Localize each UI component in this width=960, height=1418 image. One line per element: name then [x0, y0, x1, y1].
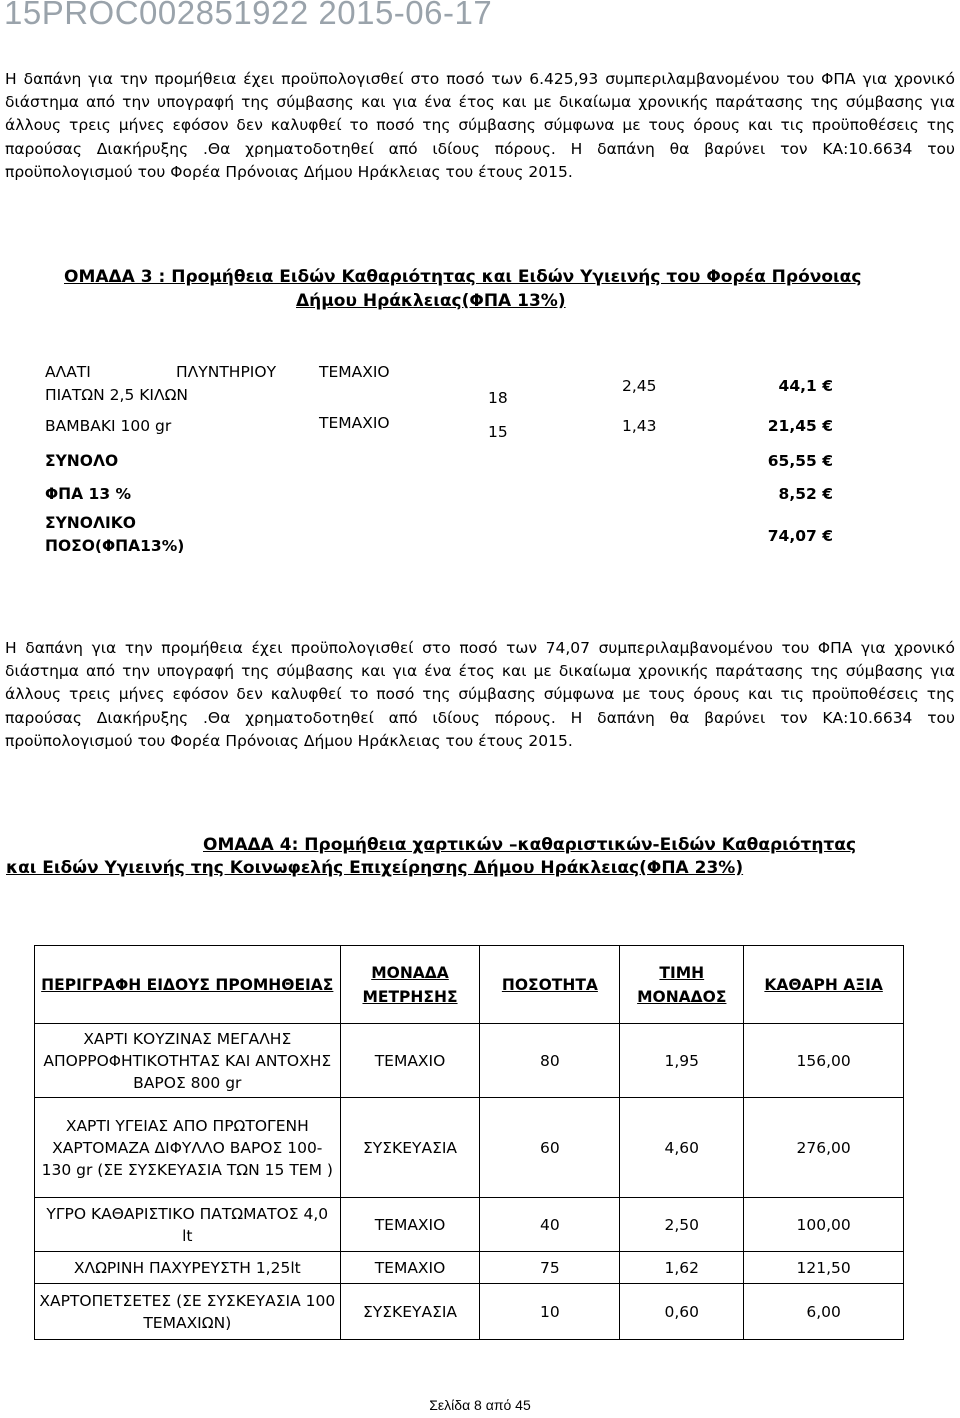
row-quantity: 60 — [480, 1098, 620, 1198]
row-unit-price: 1,62 — [620, 1252, 744, 1284]
row-description: ΧΑΡΤΙ ΥΓΕΙΑΣ ΑΠΟ ΠΡΩΤΟΓΕΝΗ ΧΑΡΤΟΜΑΖΑ ΔΙΦΥΛΛΟ ΒΑΡΟΣ 100-130 gr (ΣΕ ΣΥΣΚΕΥΑΣΙΑ ΤΩΝ 15 ΤΕΜ ) — [35, 1098, 341, 1198]
row-quantity: 40 — [480, 1198, 620, 1252]
group4-title-line1: ΟΜΑΔΑ 4: Προμήθεια χαρτικών –καθαριστικών-Ειδών Καθαριότητας — [203, 835, 857, 855]
g3-row2-unit: ΤΕΜΑΧΙΟ — [319, 414, 390, 432]
group3-title-line2: Δήμου Ηράκλειας(ΦΠΑ 13%) — [296, 291, 566, 311]
g3-row1-desc-b: ΠΛΥΝΤΗΡΙΟΥ — [176, 363, 277, 381]
header-net-value: ΚΑΘΑΡΗ ΑΞΙΑ — [744, 946, 904, 1024]
row-unit-price: 1,95 — [620, 1024, 744, 1098]
table-header-row — [35, 946, 904, 1024]
header-description: ΠΕΡΙΓΡΑΦΗ ΕΙΔΟΥΣ ΠΡΟΜΗΘΕΙΑΣ — [35, 946, 341, 1024]
table-row — [35, 1098, 904, 1198]
row-unit: ΤΕΜΑΧΙΟ — [340, 1252, 480, 1284]
table-row — [35, 1252, 904, 1284]
group3-title-line1: ΟΜΑΔΑ 3 : Προμήθεια Ειδών Καθαριότητας και Ειδών Υγιεινής του Φορέα Πρόνοιας — [64, 267, 862, 287]
row-quantity: 75 — [480, 1252, 620, 1284]
g3-row1-qty: 18 — [488, 389, 508, 407]
page-number-footer: Σελίδα 8 από 45 — [429, 1397, 531, 1413]
row-description: ΧΑΡΤΟΠΕΤΣΕΤΕΣ (ΣΕ ΣΥΣΚΕΥΑΣΙΑ 100 ΤΕΜΑΧΙΩΝ) — [35, 1284, 341, 1340]
header-unit-price: ΤΙΜΗ ΜΟΝΑΔΟΣ — [620, 946, 744, 1024]
g3-row2-desc: ΒΑΜΒΑΚΙ 100 gr — [45, 417, 172, 435]
header-quantity: ΠΟΣΟΤΗΤΑ — [480, 946, 620, 1024]
row-unit: ΣΥΣΚΕΥΑΣΙΑ — [340, 1098, 480, 1198]
g3-vat-label: ΦΠΑ 13 % — [45, 485, 132, 503]
row-unit-price: 0,60 — [620, 1284, 744, 1340]
document-reference-header: 15PROC002851922 2015-06-17 — [4, 0, 493, 31]
row-quantity: 80 — [480, 1024, 620, 1098]
g3-row2-qty: 15 — [488, 423, 508, 441]
group4-table — [34, 945, 904, 1340]
g3-grand-value: 74,07 € — [767, 527, 833, 545]
g3-vat-value: 8,52 € — [778, 485, 833, 503]
row-unit: ΤΕΜΑΧΙΟ — [340, 1198, 480, 1252]
cost-paragraph-2: Η δαπάνη για την προμήθεια έχει προϋπολογισθεί στο ποσό των 74,07 συμπεριλαμβανομένου του ΦΠΑ για χρονικό διάστημα από την υπογραφή της σύμβασης και για ένα έτος και με δικαίωμα χρονικής παράτασης της σύμβασης για άλλους τρεις μήνες εφόσον δεν καλυφθεί το ποσό της σύμβασης σύμφωνα με τους όρους και τις προϋποθέσεις της παρούσας Διακήρυξης .Θα χρηματοδοτηθεί από ιδίους πόρους. Η δαπάνη θα βαρύνει τον ΚΑ:10.6634 του προϋπολογισμού του Φορέα Πρόνοιας Δήμου Ηράκλειας του έτους 2015. — [5, 639, 955, 750]
g3-sum-label: ΣΥΝΟΛΟ — [45, 452, 119, 470]
row-unit-price: 4,60 — [620, 1098, 744, 1198]
g3-grand-label-2: ΠΟΣΟ(ΦΠΑ13%) — [45, 537, 185, 555]
g3-row1-price: 2,45 — [622, 377, 657, 395]
row-unit: ΤΕΜΑΧΙΟ — [340, 1024, 480, 1098]
row-description: ΥΓΡΟ ΚΑΘΑΡΙΣΤΙΚΟ ΠΑΤΩΜΑΤΟΣ 4,0 lt — [35, 1198, 341, 1252]
g3-row1-total: 44,1 € — [778, 377, 833, 395]
row-description: ΧΛΩΡΙΝΗ ΠΑΧΥΡΕΥΣΤΗ 1,25lt — [35, 1252, 341, 1284]
cost-paragraph-1: Η δαπάνη για την προμήθεια έχει προϋπολογισθεί στο ποσό των 6.425,93 συμπεριλαμβανομένου του ΦΠΑ για χρονικό διάστημα από την υπογραφή της σύμβασης και για ένα έτος και με δικαίωμα χρονικής παράτασης της σύμβασης για άλλους τρεις μήνες εφόσον δεν καλυφθεί το ποσό της σύμβασης σύμφωνα με τους όρους και τις προϋποθέσεις της παρούσας Διακήρυξης .Θα χρηματοδοτηθεί από ιδίους πόρους. Η δαπάνη θα βαρύνει τον ΚΑ:10.6634 του προϋπολογισμού του Φορέα Πρόνοιας Δήμου Ηράκλειας του έτους 2015. — [5, 70, 955, 181]
row-unit: ΣΥΣΚΕΥΑΣΙΑ — [340, 1284, 480, 1340]
g3-row2-price: 1,43 — [622, 417, 657, 435]
g3-grand-label-1: ΣΥΝΟΛΙΚΟ — [45, 514, 136, 532]
g3-row1-desc-a: ΑΛΑΤΙ — [45, 363, 91, 381]
table-row — [35, 1284, 904, 1340]
g3-row1-unit: ΤΕΜΑΧΙΟ — [319, 363, 390, 381]
table-row — [35, 1024, 904, 1098]
row-net-value: 276,00 — [744, 1098, 904, 1198]
row-net-value: 6,00 — [744, 1284, 904, 1340]
group4-title-line2: και Ειδών Υγιεινής της Κοινωφελής Επιχείρησης Δήμου Ηράκλειας(ΦΠΑ 23%) — [6, 858, 744, 878]
row-description: ΧΑΡΤΙ ΚΟΥΖΙΝΑΣ ΜΕΓΑΛΗΣ ΑΠΟΡΡΟΦΗΤΙΚΟΤΗΤΑΣ ΚΑΙ ΑΝΤΟΧΗΣ ΒΑΡΟΣ 800 gr — [35, 1024, 341, 1098]
table-row — [35, 1198, 904, 1252]
g3-sum-value: 65,55 € — [767, 452, 833, 470]
row-net-value: 121,50 — [744, 1252, 904, 1284]
row-net-value: 100,00 — [744, 1198, 904, 1252]
row-net-value: 156,00 — [744, 1024, 904, 1098]
row-quantity: 10 — [480, 1284, 620, 1340]
header-unit: ΜΟΝΑΔΑ ΜΕΤΡΗΣΗΣ — [340, 946, 480, 1024]
g3-row2-total: 21,45 € — [767, 417, 833, 435]
g3-row1-desc-c: ΠΙΑΤΩΝ 2,5 ΚΙΛΩΝ — [45, 386, 189, 404]
row-unit-price: 2,50 — [620, 1198, 744, 1252]
